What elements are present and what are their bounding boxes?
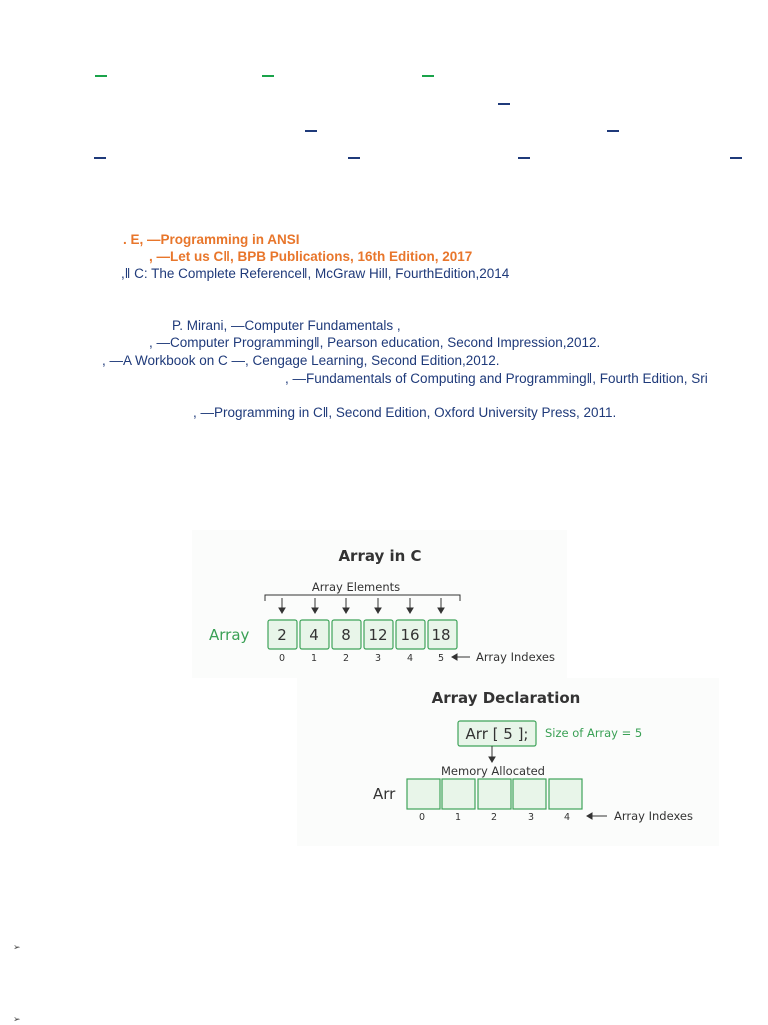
array-index: 5 xyxy=(437,653,445,664)
memory-cell xyxy=(478,779,511,809)
array-index: 1 xyxy=(310,653,318,664)
memory-index: 0 xyxy=(418,812,426,823)
bullet-icon: ➢ xyxy=(13,1015,21,1025)
reference-book: P. Mirani, —Computer Fundamentals , xyxy=(172,318,401,333)
array-value: 12 xyxy=(368,626,388,644)
array-index: 4 xyxy=(406,653,414,664)
memory-cell xyxy=(513,779,546,809)
array-value: 18 xyxy=(431,626,451,644)
array-elements-label: Array Elements xyxy=(311,580,401,594)
arr-label: Arr xyxy=(373,785,396,803)
array-value: 16 xyxy=(400,626,420,644)
reference-book: , —Fundamentals of Computing and Programming‖, Fourth Edition, Sri xyxy=(285,371,708,386)
declaration-code: Arr [ 5 ]; xyxy=(465,725,529,743)
memory-indexes-label: Array Indexes xyxy=(614,809,694,823)
size-label: Size of Array = 5 xyxy=(545,726,643,740)
down-arrow-icon xyxy=(489,746,495,762)
left-arrow-icon xyxy=(587,813,607,819)
reference-book: , —A Workbook on C —, Cengage Learning, Second Edition,2012. xyxy=(102,353,500,368)
array-indexes-label: Array Indexes xyxy=(476,650,556,664)
diagram-title: Array in C xyxy=(338,547,422,565)
reference-book: , —Computer Programming‖, Pearson education, Second Impression,2012. xyxy=(149,335,601,350)
textbook-reference: , —Let us C‖, BPB Publications, 16th Edition, 2017 xyxy=(149,249,473,264)
array-label: Array xyxy=(209,626,250,644)
reference-book: , —Programming in C‖, Second Edition, Oxford University Press, 2011. xyxy=(193,405,617,420)
memory-cell xyxy=(442,779,475,809)
memory-index: 4 xyxy=(563,812,571,823)
memory-index: 1 xyxy=(454,812,462,823)
textbook-reference: ,‖ C: The Complete Reference‖, McGraw Hill, FourthEdition,2014 xyxy=(121,266,510,281)
array-index: 3 xyxy=(374,653,382,664)
memory-cell xyxy=(549,779,582,809)
memory-index: 3 xyxy=(527,812,535,823)
diagram-title: Array Declaration xyxy=(431,689,581,707)
array-value: 2 xyxy=(277,626,287,644)
bullet-icon: ➢ xyxy=(13,943,21,953)
memory-allocated-label: Memory Allocated xyxy=(441,764,545,778)
textbook-reference: . E, —Programming in ANSI xyxy=(123,232,300,247)
memory-cells xyxy=(407,779,582,809)
array-index: 0 xyxy=(278,653,286,664)
memory-cell xyxy=(407,779,440,809)
array-index: 2 xyxy=(342,653,350,664)
array-value: 8 xyxy=(341,626,351,644)
array-value: 4 xyxy=(309,626,319,644)
memory-index: 2 xyxy=(490,812,498,823)
